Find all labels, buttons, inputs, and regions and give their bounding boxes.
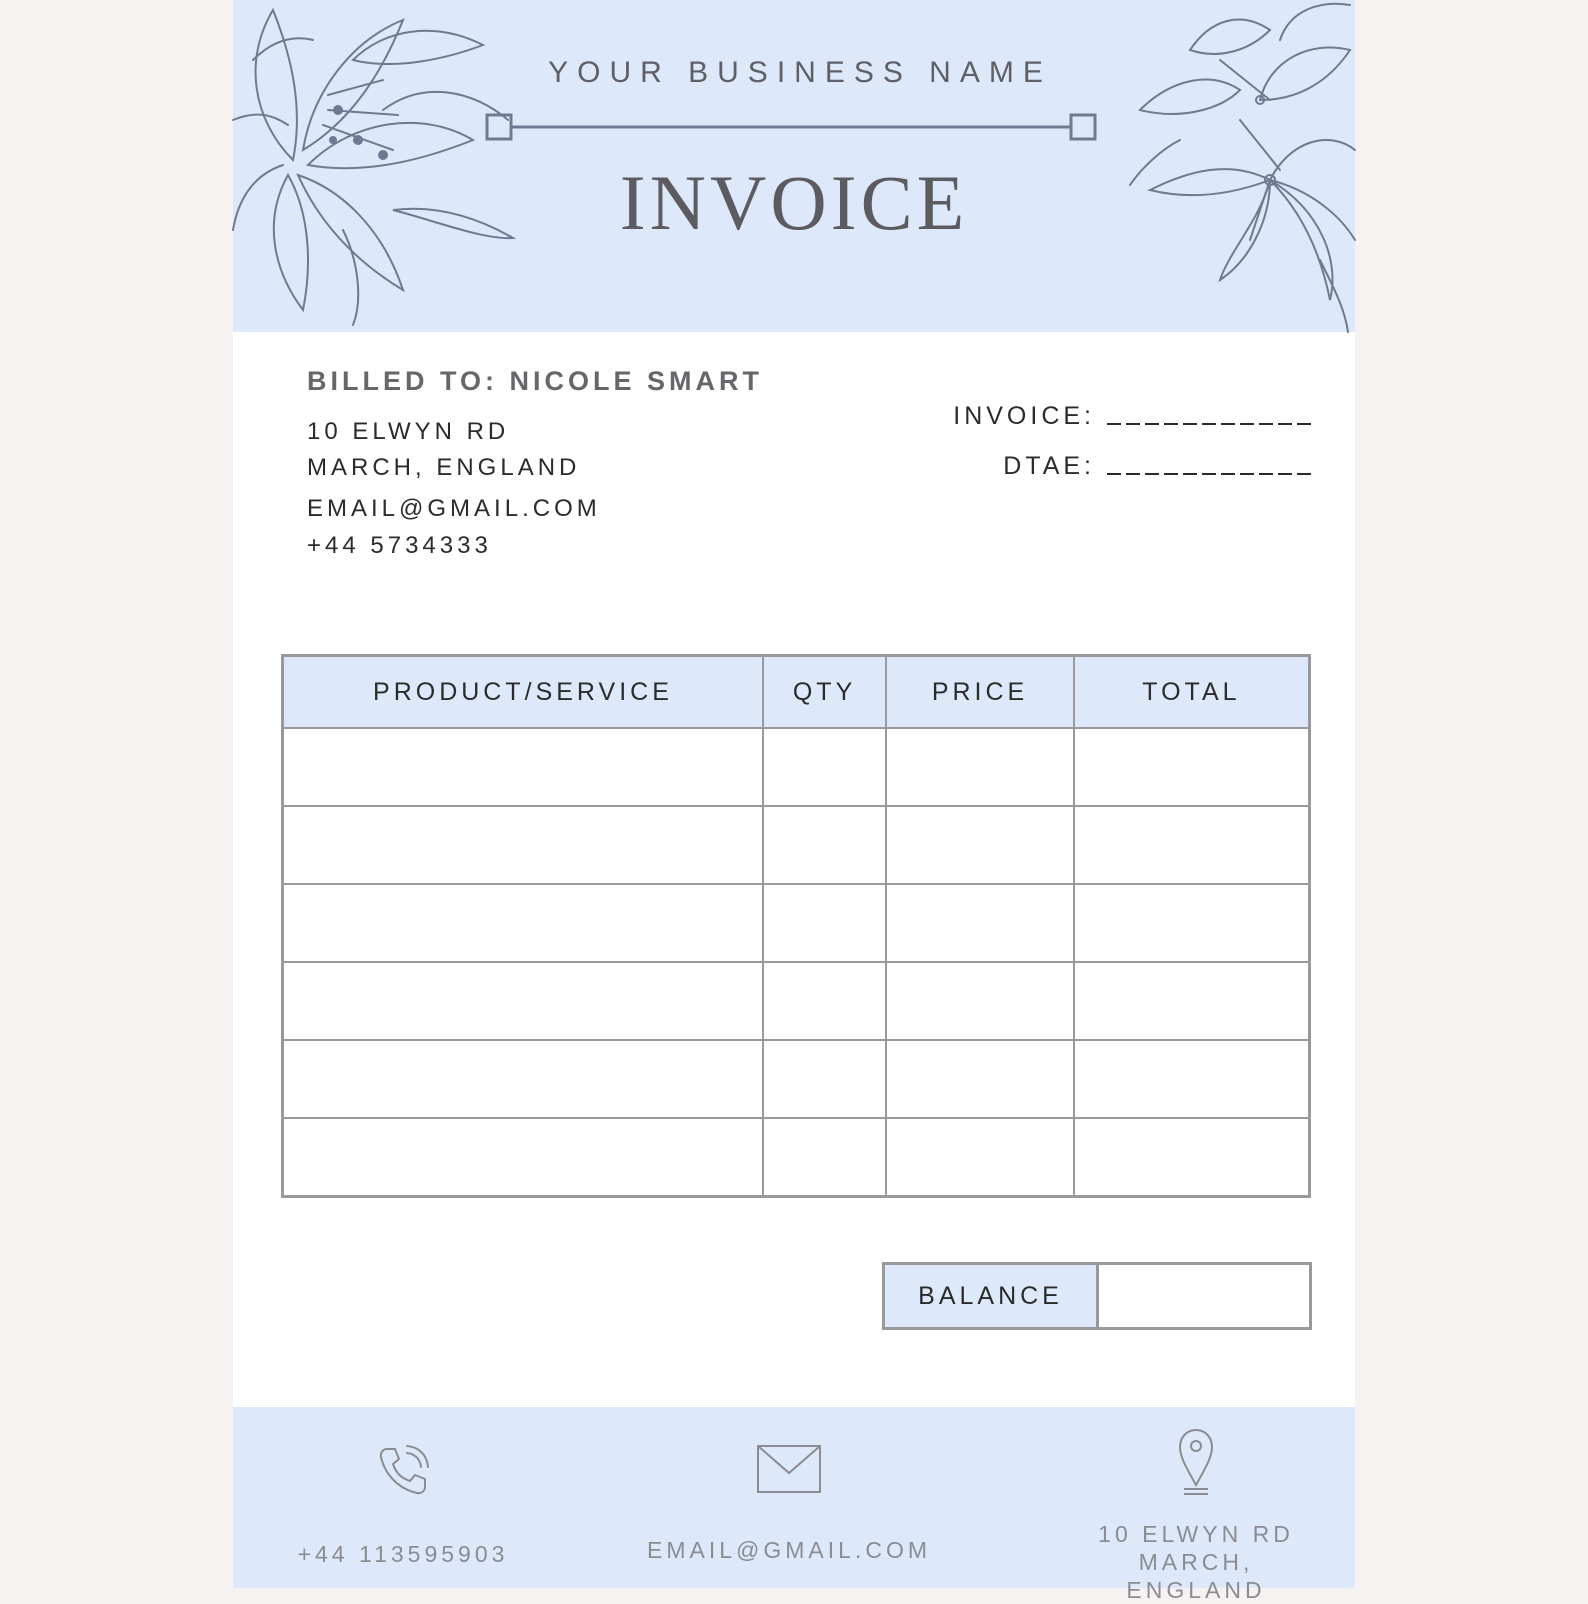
date-field[interactable] <box>1003 452 1311 481</box>
table-cell[interactable] <box>763 884 886 962</box>
table-cell[interactable] <box>1074 1040 1310 1118</box>
billing-email: EMAIL@GMAIL.COM <box>307 495 601 522</box>
table-cell[interactable] <box>283 884 763 962</box>
invoice-number-label: INVOICE: <box>953 402 1095 430</box>
table-header-row <box>283 656 1310 729</box>
table-cell[interactable] <box>283 728 763 806</box>
location-pin-icon <box>1176 1427 1216 1497</box>
table-cell[interactable] <box>886 1118 1074 1197</box>
invoice-page <box>233 0 1355 1603</box>
invoice-number-blank[interactable] <box>1107 423 1311 425</box>
table-cell[interactable] <box>886 1040 1074 1118</box>
business-name: YOUR BUSINESS NAME <box>548 56 1052 89</box>
table-row <box>283 1118 1310 1197</box>
balance-box <box>882 1262 1312 1330</box>
footer-address <box>1071 1427 1321 1604</box>
title-divider <box>485 112 1097 142</box>
billing-address-line1: 10 ELWYN RD <box>307 418 510 445</box>
billed-to-label: BILLED TO: NICOLE SMART <box>307 366 763 396</box>
table-cell[interactable] <box>763 806 886 884</box>
table-row <box>283 1040 1310 1118</box>
column-header-total: TOTAL <box>1074 656 1310 729</box>
invoice-header <box>233 0 1355 332</box>
column-header-price: PRICE <box>886 656 1074 729</box>
table-cell[interactable] <box>283 1040 763 1118</box>
line-items-table <box>281 654 1311 1198</box>
footer-phone <box>293 1443 513 1568</box>
table-cell[interactable] <box>283 1118 763 1197</box>
table-row <box>283 806 1310 884</box>
table-cell[interactable] <box>1074 806 1310 884</box>
invoice-title: INVOICE <box>619 159 969 246</box>
date-label: DTAE: <box>1003 452 1095 480</box>
table-cell[interactable] <box>283 806 763 884</box>
table-cell[interactable] <box>283 962 763 1040</box>
table-cell[interactable] <box>763 1118 886 1197</box>
table-cell[interactable] <box>763 728 886 806</box>
table-row <box>283 728 1310 806</box>
mail-icon <box>756 1443 822 1495</box>
balance-value[interactable] <box>1099 1265 1309 1327</box>
table-cell[interactable] <box>886 962 1074 1040</box>
phone-icon <box>375 1443 431 1499</box>
footer-address-line1: 10 ELWYN RD <box>1098 1521 1294 1547</box>
invoice-number-field[interactable] <box>953 402 1311 431</box>
table-cell[interactable] <box>886 884 1074 962</box>
table-cell[interactable] <box>763 1040 886 1118</box>
table-cell[interactable] <box>1074 728 1310 806</box>
footer-email <box>639 1443 939 1564</box>
table-cell[interactable] <box>1074 962 1310 1040</box>
footer-phone-text: +44 113595903 <box>297 1541 509 1567</box>
footer-address-line2: MARCH, ENGLAND <box>1126 1549 1266 1603</box>
table-cell[interactable] <box>886 728 1074 806</box>
balance-label: BALANCE <box>885 1265 1099 1327</box>
table-cell[interactable] <box>763 962 886 1040</box>
footer-email-text: EMAIL@GMAIL.COM <box>647 1537 931 1563</box>
column-header-product: PRODUCT/SERVICE <box>283 656 763 729</box>
table-cell[interactable] <box>886 806 1074 884</box>
table-row <box>283 884 1310 962</box>
table-cell[interactable] <box>1074 884 1310 962</box>
table-cell[interactable] <box>1074 1118 1310 1197</box>
table-row <box>283 962 1310 1040</box>
billing-phone: +44 5734333 <box>307 532 492 559</box>
billing-address-line2: MARCH, ENGLAND <box>307 454 581 481</box>
invoice-footer <box>233 1407 1355 1603</box>
date-blank[interactable] <box>1107 473 1311 475</box>
column-header-qty: QTY <box>763 656 886 729</box>
